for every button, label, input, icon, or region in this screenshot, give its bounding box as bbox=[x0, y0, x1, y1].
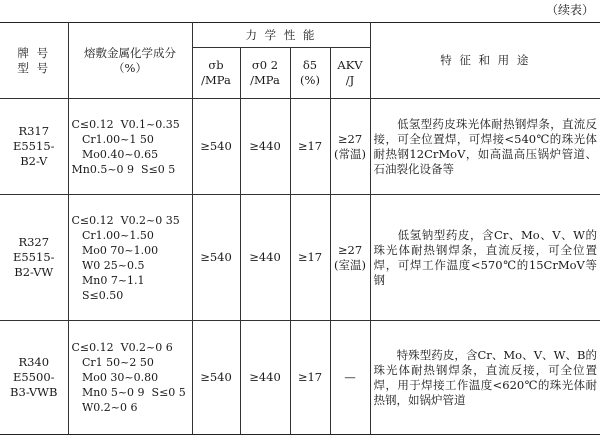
grade-cell: R317 E5515- B2-V bbox=[0, 99, 68, 195]
usage-cell: 低氢钠型药皮，含Cr、Mo、V、W的珠光体耐热钢焊条，直流反接，可全位置焊，可焊工作温度<570℃的15CrMoV等钢 bbox=[370, 195, 600, 321]
header-usage: 特 征 和 用 途 bbox=[370, 23, 600, 99]
akv-cell: ≥27 (室温) bbox=[330, 195, 370, 321]
sigma-02-cell: ≥440 bbox=[240, 195, 290, 321]
header-sigma-02: σ0 2 /MPa bbox=[240, 48, 290, 99]
electrode-spec-table bbox=[0, 22, 600, 435]
sigma-02-cell: ≥440 bbox=[240, 321, 290, 435]
header-grade: 牌 号 型 号 bbox=[0, 23, 68, 99]
grade-cell: R327 E5515- B2-VW bbox=[0, 195, 68, 321]
usage-cell: 低氢型药皮珠光体耐热钢焊条，直流反接，可全位置焊，可焊接<540℃的珠光体耐热钢12CrMoV，如高温高压锅炉管道、石油裂化设备等 bbox=[370, 99, 600, 195]
delta5-cell: ≥17 bbox=[290, 99, 330, 195]
table-row bbox=[0, 321, 600, 435]
sigma-b-cell: ≥540 bbox=[192, 99, 240, 195]
akv-cell: ≥27 (常温) bbox=[330, 99, 370, 195]
table-row bbox=[0, 99, 600, 195]
header-mechanical: 力 学 性 能 bbox=[192, 23, 370, 48]
header-composition: 熔敷金属化学成分 （%） bbox=[68, 23, 192, 99]
header-delta5: δ5 (%) bbox=[290, 48, 330, 99]
composition-cell: C≤0.12 V0.1~0.35 Cr1.00~1 50 Mo0.40~0.65 Mn0.5~0 9 S≤0 5 bbox=[68, 99, 192, 195]
composition-cell: C≤0.12 V0.2~0 6 Cr1 50~2 50 Mo0 30~0.80 Mn0 5~0 9 S≤0 5 W0.2~0 6 bbox=[68, 321, 192, 435]
header-sigma-b: σb /MPa bbox=[192, 48, 240, 99]
grade-cell: R340 E5500- B3-VWB bbox=[0, 321, 68, 435]
delta5-cell: ≥17 bbox=[290, 321, 330, 435]
sigma-b-cell: ≥540 bbox=[192, 195, 240, 321]
continued-label: （续表） bbox=[545, 3, 594, 17]
sigma-02-cell: ≥440 bbox=[240, 99, 290, 195]
sigma-b-cell: ≥540 bbox=[192, 321, 240, 435]
composition-cell: C≤0.12 V0.2~0 35 Cr1.00~1.50 Mo0 70~1.00 W0 25~0.5 Mn0 7~1.1 S≤0.50 bbox=[68, 195, 192, 321]
header-akv: AKV /J bbox=[330, 48, 370, 99]
delta5-cell: ≥17 bbox=[290, 195, 330, 321]
akv-cell: — bbox=[330, 321, 370, 435]
table-row bbox=[0, 195, 600, 321]
usage-cell: 特殊型药皮，含Cr、Mo、V、W、B的珠光体耐热钢焊条，直流反接，可全位置焊，用于焊接工作温度<620℃的珠光体耐热钢，如锅炉管道 bbox=[370, 321, 600, 435]
